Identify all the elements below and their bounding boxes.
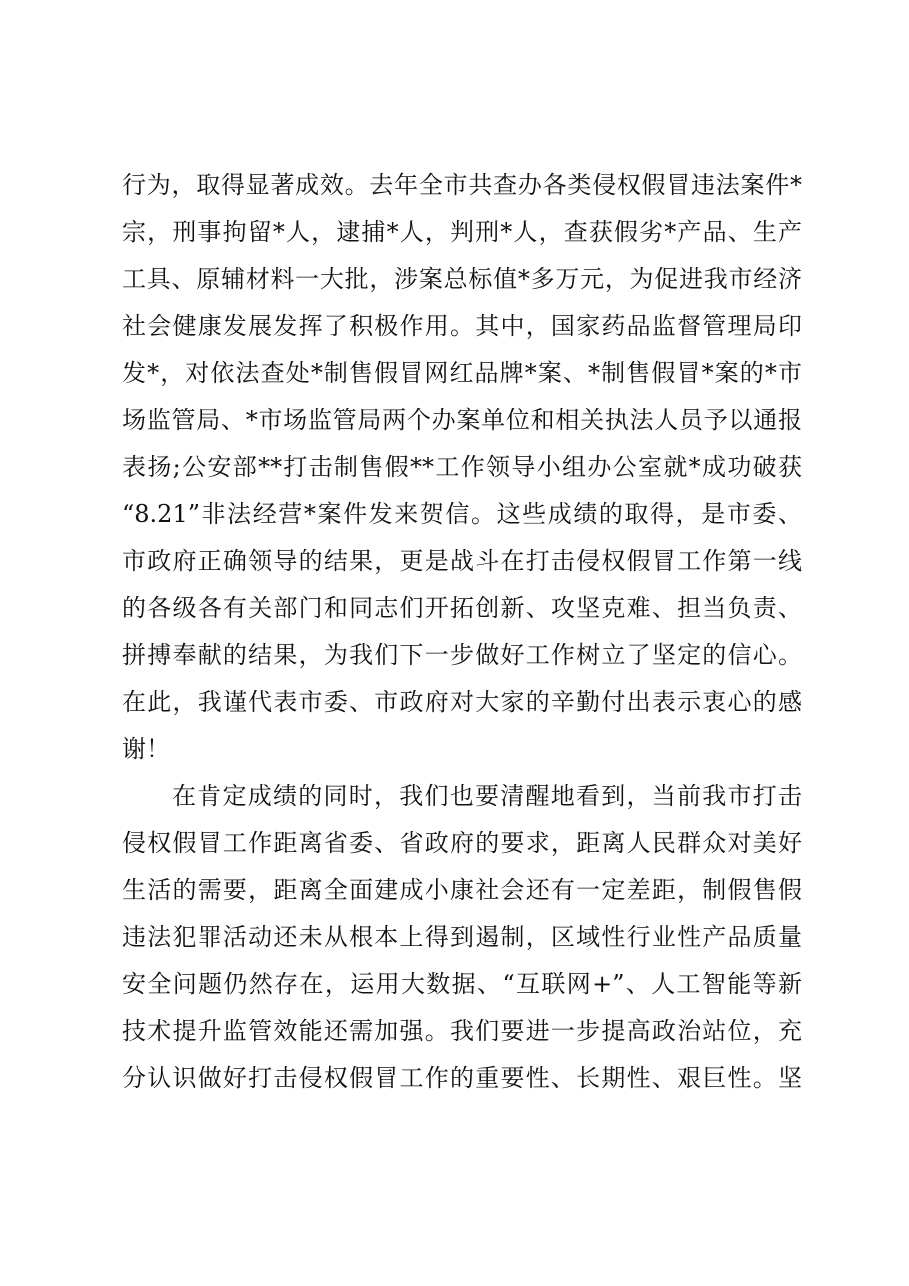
- text-line: 工具、原辅材料一大批，涉案总标值*多万元，为促进我市经济: [122, 265, 802, 293]
- text-line: 违法犯罪活动还未从根本上得到遏制，区域性行业性产品质量: [122, 923, 802, 951]
- text-line: 侵权假冒工作距离省委、省政府的要求，距离人民群众对美好: [122, 829, 802, 857]
- text-line: 的各级各有关部门和同志们开拓创新、攻坚克难、担当负责、: [122, 594, 802, 622]
- text-line: 市政府正确领导的结果，更是战斗在打击侵权假冒工作第一线: [122, 547, 802, 575]
- text-line: 在肯定成绩的同时，我们也要清醒地看到，当前我市打击: [172, 782, 802, 810]
- text-line: 在此，我谨代表市委、市政府对大家的辛勤付出表示衷心的感: [122, 688, 802, 716]
- text-line: 技术提升监管效能还需加强。我们要进一步提高政治站位，充: [122, 1017, 802, 1045]
- body-text: [122, 162, 802, 1102]
- paragraph-2: [122, 773, 802, 1102]
- text-line: 分认识做好打击侵权假冒工作的重要性、长期性、艰巨性。坚: [122, 1064, 802, 1092]
- text-line: 行为，取得显著成效。去年全市共查办各类侵权假冒违法案件*: [122, 171, 802, 199]
- text-line: 安全问题仍然存在，运用大数据、“互联网+”、人工智能等新: [122, 970, 802, 998]
- text-line: 谢！: [122, 735, 170, 763]
- text-line: 表扬;公安部**打击制售假**工作领导小组办公室就*成功破获: [122, 453, 802, 481]
- text-line: 拼搏奉献的结果，为我们下一步做好工作树立了坚定的信心。: [122, 641, 802, 669]
- text-line: 场监管局、*市场监管局两个办案单位和相关执法人员予以通报: [122, 406, 802, 434]
- text-line: 社会健康发展发挥了积极作用。其中，国家药品监督管理局印: [122, 312, 802, 340]
- paragraph-1: [122, 162, 802, 773]
- text-line: 宗，刑事拘留*人，逮捕*人，判刑*人，查获假劣*产品、生产: [122, 218, 802, 246]
- text-line: 发*，对依法查处*制售假冒网红品牌*案、*制售假冒*案的*市: [122, 359, 802, 387]
- text-line: “8.21”非法经营*案件发来贺信。这些成绩的取得，是市委、: [122, 500, 802, 528]
- text-line: 生活的需要，距离全面建成小康社会还有一定差距，制假售假: [122, 876, 802, 904]
